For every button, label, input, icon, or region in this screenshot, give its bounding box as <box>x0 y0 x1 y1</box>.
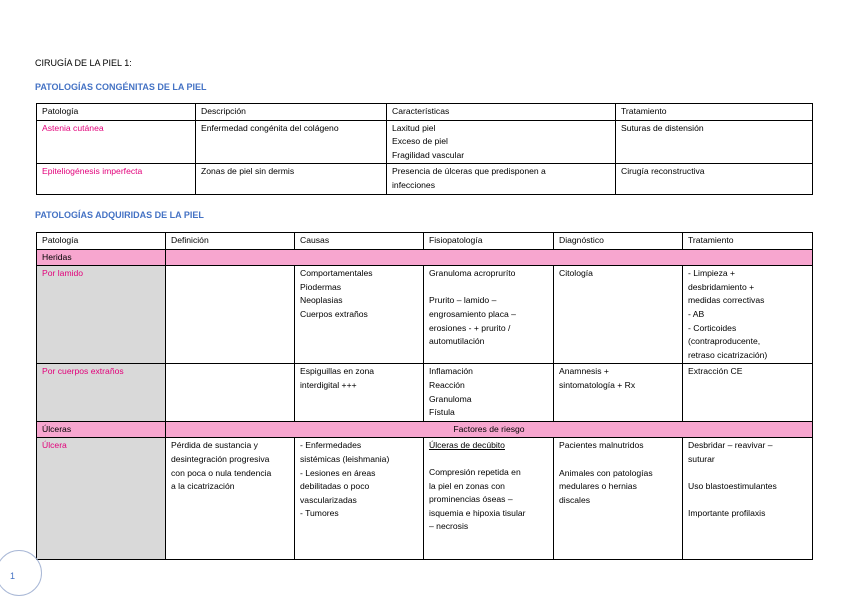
category-label: Heridas <box>37 249 166 266</box>
table-cell <box>424 438 554 560</box>
table-cell: Citología <box>554 266 683 364</box>
table-cell: Pacientes malnutridos Animales con patologías medulares o hernias discales <box>554 438 683 560</box>
header-cell: Diagnóstico <box>554 233 683 250</box>
header-cell: Características <box>387 104 616 121</box>
table-row <box>37 164 813 194</box>
table-cell: Anamnesis + sintomatología + Rx <box>554 364 683 421</box>
table-row <box>37 364 813 421</box>
risk-factors-label: Factores de riesgo <box>166 421 813 438</box>
table-header-row <box>37 233 813 250</box>
table-cell <box>166 364 295 421</box>
table-cell <box>166 266 295 364</box>
table-row <box>37 266 813 364</box>
pathology-name: Epiteliogénesis imperfecta <box>37 164 196 194</box>
table-cell: Enfermedad congénita del colágeno <box>196 120 387 164</box>
table-cell: Desbridar – reavivar – suturar Uso blastoestimulantes Importante profilaxis <box>683 438 813 560</box>
header-cell: Patología <box>37 104 196 121</box>
header-cell: Tratamiento <box>683 233 813 250</box>
category-label: Úlceras <box>37 421 166 438</box>
page-number: 1 <box>10 571 16 581</box>
pathology-name: Por lamido <box>37 266 166 364</box>
table-cell: Comportamentales Piodermas Neoplasias Cuerpos extraños <box>295 266 424 364</box>
acquired-table <box>36 232 813 560</box>
header-cell: Fisiopatología <box>424 233 554 250</box>
table-row <box>37 120 813 164</box>
table-cell: Suturas de distensión <box>616 120 813 164</box>
document-title: CIRUGÍA DE LA PIEL 1: <box>35 58 132 68</box>
category-row-heridas <box>37 249 813 266</box>
table-cell: - Enfermedades sistémicas (leishmania) - Lesiones en áreas debilitadas o poco vascularizadas - Tumores <box>295 438 424 560</box>
table-cell: Laxitud piel Exceso de piel Fragilidad vascular <box>387 120 616 164</box>
table-cell: Cirugía reconstructiva <box>616 164 813 194</box>
table-cell: Espiguillas en zona interdigital +++ <box>295 364 424 421</box>
pathology-name: Por cuerpos extraños <box>37 364 166 421</box>
pathology-name: Úlcera <box>37 438 166 560</box>
header-cell: Causas <box>295 233 424 250</box>
table-cell: - Limpieza + desbridamiento + medidas correctivas - AB - Corticoides (contraproducente, retraso cicatrización) <box>683 266 813 364</box>
congenital-heading: PATOLOGÍAS CONGÉNITAS DE LA PIEL <box>35 82 207 92</box>
header-cell: Patología <box>37 233 166 250</box>
table-cell: Granuloma acropruríto Prurito – lamido – engrosamiento placa – erosiones - + prurito / automutilación <box>424 266 554 364</box>
category-fill <box>166 249 813 266</box>
table-cell: Presencia de úlceras que predisponen a infecciones <box>387 164 616 194</box>
decubitus-ulcer-title: Úlceras de decúbito <box>429 440 505 451</box>
header-cell: Definición <box>166 233 295 250</box>
table-cell: Pérdida de sustancia y desintegración progresiva con poca o nula tendencia a la cicatrización <box>166 438 295 560</box>
table-row <box>37 438 813 560</box>
category-row-ulceras <box>37 421 813 438</box>
congenital-table <box>36 103 813 195</box>
pathology-name: Astenia cutánea <box>37 120 196 164</box>
table-cell: Inflamación Reacción Granuloma Fístula <box>424 364 554 421</box>
header-cell: Tratamiento <box>616 104 813 121</box>
table-cell: Extracción CE <box>683 364 813 421</box>
acquired-heading: PATOLOGÍAS ADQUIRIDAS DE LA PIEL <box>35 210 204 220</box>
page-number-circle <box>0 550 42 596</box>
decubitus-ulcer-text: Compresión repetida en la piel en zonas con prominencias óseas – isquemia e hipoxia tisular – necrosis <box>429 466 526 532</box>
header-cell: Descripción <box>196 104 387 121</box>
table-header-row <box>37 104 813 121</box>
table-cell: Zonas de piel sin dermis <box>196 164 387 194</box>
